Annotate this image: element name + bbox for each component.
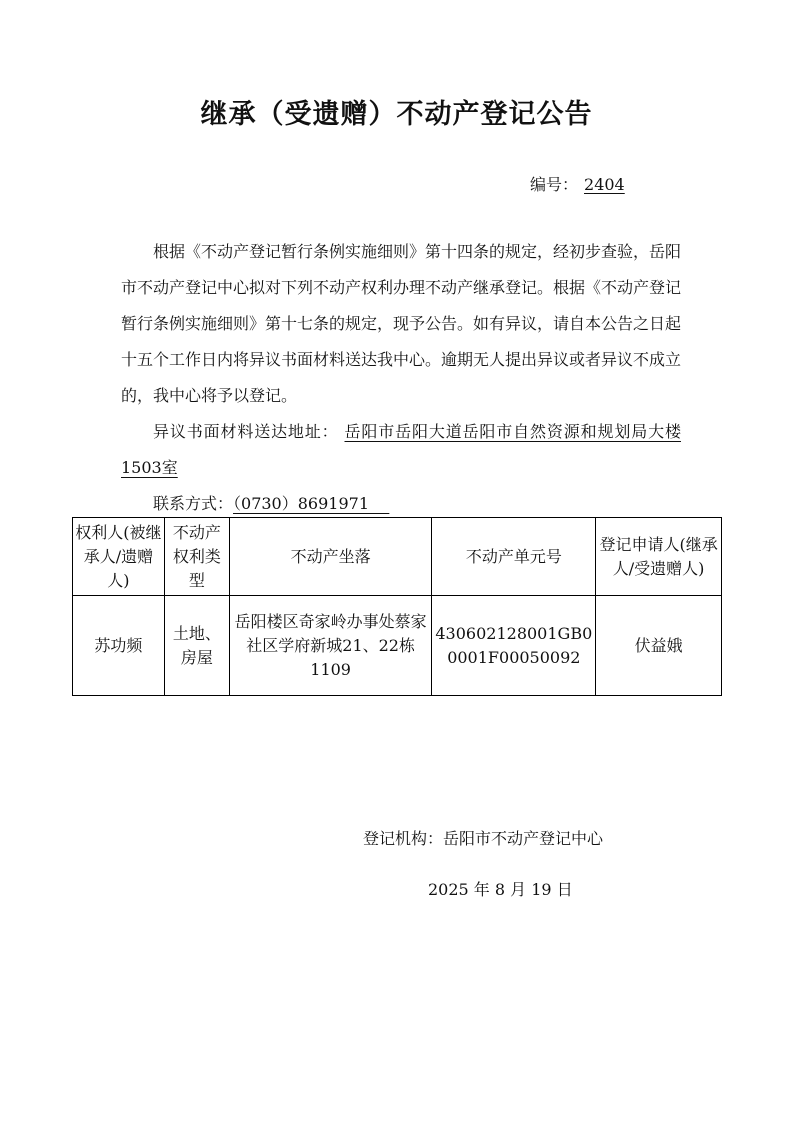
header-applicant: 登记申请人(继承人/受遗赠人)	[596, 518, 722, 596]
property-table	[72, 517, 722, 696]
notice-number-label: 编号：	[530, 175, 579, 194]
header-location: 不动产坐落	[229, 518, 432, 596]
header-right-type: 不动产权利类型	[164, 518, 229, 596]
notice-body	[121, 234, 681, 522]
cell-right-type: 土地、房屋	[164, 596, 229, 696]
notice-number-value: 2404	[584, 175, 625, 194]
contact-value: （0730）8691971	[233, 494, 369, 513]
cell-applicant: 伏益娥	[596, 596, 722, 696]
notice-number	[530, 172, 625, 195]
registration-authority: 登记机构：岳阳市不动产登记中心	[363, 829, 604, 848]
table-row	[73, 596, 722, 696]
objection-address-value: 岳阳市岳阳大道岳阳市自然资源和规划局大楼1503室	[121, 422, 681, 477]
objection-address-label: 异议书面材料送达地址：	[153, 422, 339, 441]
header-owner: 权利人(被继承人/遗赠人)	[73, 518, 165, 596]
cell-owner: 苏功频	[73, 596, 165, 696]
header-unit-number: 不动产单元号	[432, 518, 596, 596]
notice-date: 2025 年 8 月 19 日	[428, 880, 573, 899]
contact-label: 联系方式：	[153, 494, 234, 513]
cell-location: 岳阳楼区奇家岭办事处蔡家社区学府新城21、22栋1109	[229, 596, 432, 696]
page-title: 继承（受遗赠）不动产登记公告	[200, 99, 593, 130]
notice-paragraph: 根据《不动产登记暂行条例实施细则》第十四条的规定，经初步查验，岳阳市不动产登记中心拟对下列不动产权利办理不动产继承登记。根据《不动产登记暂行条例实施细则》第十七条的规定，现予公告。如有异议，请自本公告之日起十五个工作日内将异议书面材料送达我中心。逾期无人提出异议或者异议不成立的，我中心将予以登记。	[121, 242, 682, 405]
table-header-row	[73, 518, 722, 596]
cell-unit-number: 430602128001GB00001F00050092	[432, 596, 596, 696]
objection-address	[121, 414, 681, 486]
